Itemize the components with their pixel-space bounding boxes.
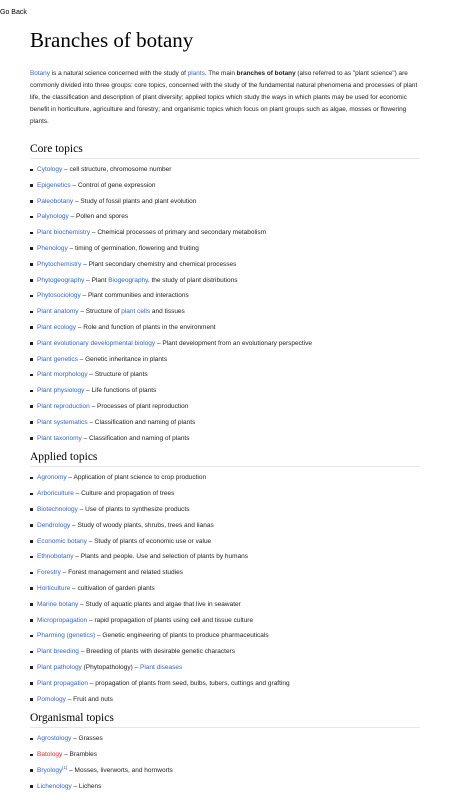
topic-description: – Mosses, liverworts, and hornworts (67, 766, 173, 774)
topic-description: – Study of plants of economic use or value (86, 537, 212, 545)
topic-description: – Role and function of plants in the environment (76, 323, 216, 331)
topic-link[interactable]: Dendrology (37, 521, 71, 529)
topic-description: – Study of aquatic plants and algae that live in seawater (78, 600, 241, 608)
topic-description: – Plant communities and interactions (80, 292, 189, 300)
topic-link[interactable]: Paleobotany (37, 197, 74, 205)
topic-link[interactable]: Biogeography (108, 276, 148, 284)
intro-paragraph (30, 68, 420, 128)
topic-link[interactable]: Plant ecology (37, 323, 77, 331)
topic-link[interactable]: Economic botany (37, 537, 87, 545)
topic-description: – Plant development from an evolutionary perspective (155, 339, 312, 347)
topic-description: – Culture and propagation of trees (73, 490, 175, 498)
list-item (30, 431, 420, 447)
topic-link[interactable]: Epigenetics (37, 181, 71, 189)
topic-description: – Lichens (71, 782, 102, 790)
list-item (30, 257, 420, 273)
topic-link[interactable]: Lichenology (37, 782, 72, 790)
go-back-link[interactable]: Go Back (0, 9, 27, 16)
topic-link[interactable]: Plant propagation (37, 679, 88, 687)
topic-description: – Control of gene expression (70, 181, 156, 189)
topic-link[interactable]: Agronomy (37, 474, 67, 482)
topic-link[interactable]: Micropropagation (37, 616, 88, 624)
topic-description: – Use of plants to synthesize products (77, 505, 190, 513)
list-item (30, 692, 420, 708)
core-heading: Core topics (30, 142, 420, 159)
topic-description: – Processes of plant reproduction (89, 402, 189, 410)
list-item (30, 565, 420, 581)
intro-text: . The main (204, 70, 237, 77)
topic-description: – Brambles (62, 751, 97, 759)
topic-link[interactable]: Phytosociology (37, 292, 81, 300)
intro-text: (also referred to as "plant science") are commonly divided into three groups: core topics, concerned with the study of the fundamental natural phenomena and processes of plant life, the classification and description of plant diversity; applied topics which study the ways in which plants may be used for economic benefit in horticulture, agriculture and forestry; and organismic topics which focus on plant groups such as algae, mosses or flowering plants. (30, 70, 418, 125)
page-title: Branches of botany (30, 28, 194, 52)
topic-link[interactable]: Ethnobotany (37, 553, 74, 561)
topic-description: – Study of woody plants, shrubs, trees and lianas (70, 521, 214, 529)
list-item (30, 320, 420, 336)
applied-list (30, 470, 420, 707)
list-item (30, 613, 420, 629)
topic-description: – Genetic engineering of plants to produce pharmaceuticals (95, 632, 269, 640)
topic-description: – Classification and naming of plants (87, 418, 196, 426)
topic-description: – Forest management and related studies (60, 569, 183, 577)
topic-description: , the study of plant distributions (147, 276, 238, 284)
topic-description: – Classification and naming of plants (81, 434, 190, 442)
topic-description: – Plants and people. Use and selection of plants by humans (73, 553, 249, 561)
list-item (30, 470, 420, 486)
list-item (30, 383, 420, 399)
list-item (30, 304, 420, 320)
applied-section (30, 450, 420, 707)
core-list (30, 162, 420, 446)
list-item (30, 731, 420, 747)
list-item (30, 486, 420, 502)
botany-link[interactable]: Botany (30, 70, 50, 77)
list-item (30, 352, 420, 368)
topic-link[interactable]: Palynology (37, 213, 69, 221)
list-item (30, 660, 420, 676)
core-section (30, 142, 420, 446)
topic-link[interactable]: Cytology (37, 166, 63, 173)
article (30, 28, 420, 794)
organismal-list (30, 731, 420, 794)
topic-description: – Life functions of plants (84, 387, 157, 395)
topic-link[interactable]: Phytochemistry (37, 260, 82, 268)
topic-link[interactable]: Phenology (37, 244, 68, 252)
topic-link[interactable]: Plant breeding (37, 648, 79, 656)
topic-link[interactable]: Plant anatomy (37, 308, 79, 316)
list-item (30, 273, 420, 289)
topic-link[interactable]: Plant diseases (140, 663, 183, 671)
list-item (30, 415, 420, 431)
list-item (30, 747, 420, 763)
topic-link[interactable]: Plant biochemistry (37, 229, 91, 237)
topic-link[interactable]: Plant physiology (37, 387, 85, 395)
list-item (30, 178, 420, 194)
list-item (30, 194, 420, 210)
list-item (30, 581, 420, 597)
topic-link[interactable]: Biotechnology (37, 505, 78, 513)
topic-description: – Breeding of plants with desirable genetic characters (78, 648, 236, 656)
topic-description: – Plant (84, 276, 109, 284)
topic-description: – Genetic inheritance in plants (77, 355, 168, 363)
list-item (30, 518, 420, 534)
list-item (30, 502, 420, 518)
list-item (30, 597, 420, 613)
topic-link[interactable]: Plant pathology (37, 663, 82, 671)
topic-link[interactable]: Phytogeography (37, 276, 85, 284)
topic-link[interactable]: Plant evolutionary developmental biology (37, 339, 156, 347)
topic-link[interactable]: Plant systematics (37, 418, 88, 426)
topic-description: – Application of plant science to crop production (66, 474, 207, 482)
intro-text: is a natural science concerned with the study of (49, 70, 188, 77)
list-item (30, 676, 420, 692)
list-item (30, 288, 420, 304)
topic-description: (Phytopathology) – (81, 663, 140, 671)
list-item (30, 399, 420, 415)
list-item (30, 763, 420, 779)
topic-link[interactable]: Marine botany (37, 600, 79, 608)
topic-link[interactable]: Pharming (genetics) (37, 632, 96, 640)
topic-description: – Plant secondary chemistry and chemical processes (81, 260, 237, 268)
list-item (30, 779, 420, 795)
topic-link[interactable]: plant cells (121, 308, 151, 316)
list-item (30, 162, 420, 178)
topic-link[interactable]: Forestry (37, 569, 61, 577)
topic-description: – rapid propagation of plants using cell and tissue culture (87, 616, 254, 624)
topic-link[interactable]: Batology (37, 751, 63, 759)
applied-heading: Applied topics (30, 450, 420, 467)
topic-description: – Chemical processes of primary and secondary metabolism (90, 229, 267, 237)
topic-description: and tissues (150, 308, 185, 316)
list-item (30, 336, 420, 352)
intro-bold: branches of botany (236, 70, 296, 77)
topic-description: – propagation of plants from seed, bulbs, tubers, cuttings and grafting (87, 679, 290, 687)
organismal-section (30, 711, 420, 794)
organismal-heading: Organismal topics (30, 711, 420, 728)
topic-description: – Study of fossil plants and plant evolution (73, 197, 197, 205)
topic-description: – Structure of (78, 308, 122, 316)
list-item (30, 628, 420, 644)
topic-link[interactable]: Pomology (37, 695, 66, 703)
topic-description: – Grasses (71, 735, 103, 743)
list-item (30, 209, 420, 225)
list-item (30, 241, 420, 257)
topic-link[interactable]: Plant taxonomy (37, 434, 82, 442)
plants-link[interactable]: plants (187, 70, 205, 77)
topic-link[interactable]: Plant morphology (37, 371, 88, 379)
topic-description: – cell structure, chromosome number (62, 166, 172, 173)
list-item (30, 549, 420, 565)
topic-description: – Pollen and spores (68, 213, 129, 221)
citation-link[interactable]: [1] (62, 764, 68, 770)
list-item (30, 534, 420, 550)
topic-link[interactable]: Plant genetics (37, 355, 78, 363)
topic-link[interactable]: Arboriculture (37, 490, 74, 498)
topic-link[interactable]: Agrostology (37, 735, 72, 743)
topic-description: – cultivation of garden plants (70, 584, 155, 592)
topic-description: – Structure of plants (87, 371, 148, 379)
list-item (30, 644, 420, 660)
list-item (30, 367, 420, 383)
topic-link[interactable]: Plant reproduction (37, 402, 90, 410)
topic-link[interactable]: Horticulture (37, 584, 71, 592)
list-item (30, 225, 420, 241)
topic-description: – timing of germination, flowering and fruiting (67, 244, 199, 252)
topic-link[interactable]: Bryology (37, 766, 63, 774)
topic-description: – Fruit and nuts (65, 695, 113, 703)
